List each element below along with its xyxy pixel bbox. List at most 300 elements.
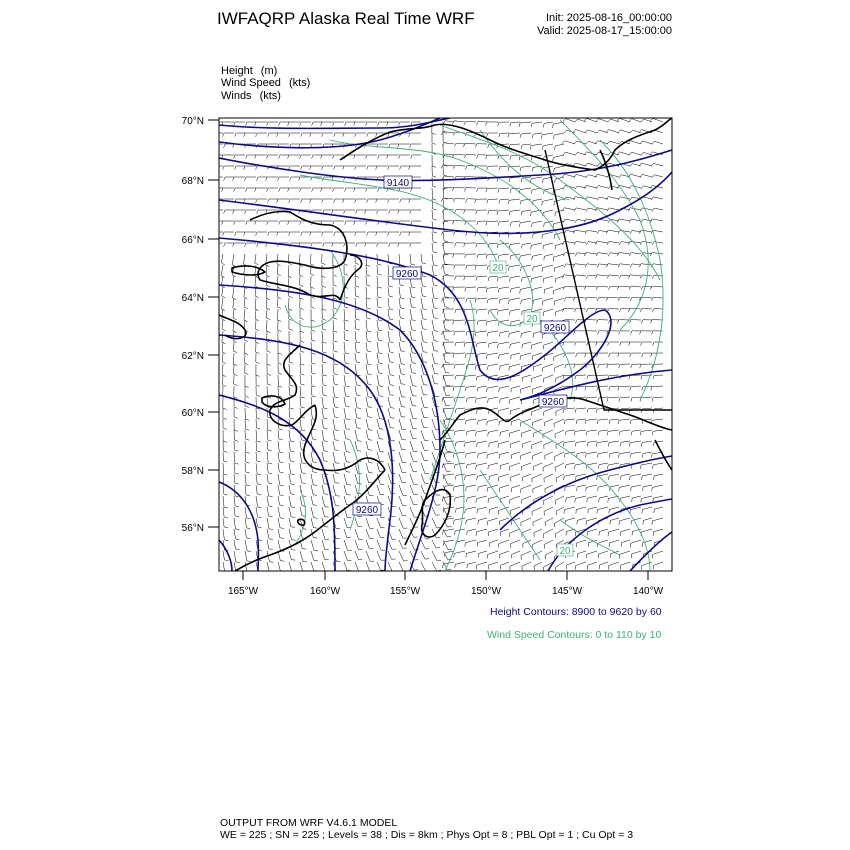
wind-barb bbox=[443, 474, 447, 484]
wind-barb-feather bbox=[629, 286, 631, 290]
wind-barb bbox=[489, 210, 498, 211]
wind-barb-feather bbox=[268, 440, 272, 441]
wind-barb-feather bbox=[212, 243, 213, 247]
wind-barb-feather bbox=[389, 296, 393, 297]
wind-barb-feather bbox=[356, 319, 360, 320]
wind-barb bbox=[432, 188, 433, 199]
wind-barb-feather bbox=[255, 296, 259, 298]
wind-barb bbox=[455, 199, 465, 200]
wind-barb-feather bbox=[279, 462, 283, 463]
wind-barb-feather bbox=[311, 307, 315, 308]
wind-barb bbox=[377, 485, 380, 495]
wind-barb bbox=[421, 441, 424, 450]
wind-barb bbox=[652, 518, 663, 521]
wind-barb bbox=[432, 375, 435, 384]
wind-barb bbox=[234, 551, 236, 562]
wind-barb-feather bbox=[445, 330, 449, 331]
wind-barb bbox=[311, 353, 312, 363]
wind-barb bbox=[410, 254, 411, 264]
wind-barb bbox=[511, 474, 521, 477]
wind-barb bbox=[544, 507, 553, 511]
wind-barb-feather bbox=[499, 333, 500, 337]
wind-barb-feather bbox=[508, 167, 509, 171]
wind-barb bbox=[244, 254, 246, 264]
wind-barb bbox=[289, 529, 292, 540]
wind-barb-feather bbox=[223, 428, 227, 429]
wind-barb bbox=[366, 265, 367, 275]
wind-barb bbox=[410, 408, 413, 419]
wind-barb bbox=[399, 551, 404, 561]
wind-barb-feather bbox=[587, 409, 588, 413]
wind-barb-feather bbox=[621, 476, 622, 480]
wind-barb bbox=[443, 232, 444, 241]
wind-barb bbox=[443, 177, 444, 188]
wind-barb-feather bbox=[322, 199, 323, 203]
wind-barb-feather bbox=[477, 387, 478, 391]
wind-barb bbox=[577, 485, 586, 487]
wind-barb-feather bbox=[246, 495, 250, 496]
wind-barb-feather bbox=[650, 118, 653, 121]
wind-barb bbox=[542, 133, 553, 135]
wind-barb bbox=[222, 287, 223, 296]
wind-barb-feather bbox=[607, 364, 608, 368]
wind-barb-feather bbox=[399, 122, 400, 126]
wind-barb-feather bbox=[607, 398, 608, 402]
wind-barb bbox=[533, 485, 542, 489]
wind-barb-feather bbox=[411, 155, 412, 159]
wind-barb bbox=[289, 485, 291, 494]
lat-label-66: 66°N bbox=[181, 235, 204, 246]
wind-barb-feather bbox=[565, 465, 566, 469]
wind-barb bbox=[489, 342, 498, 343]
wind-barb-feather bbox=[279, 472, 283, 473]
wind-barb-feather bbox=[619, 275, 621, 279]
wind-barb bbox=[510, 430, 521, 433]
wind-barb-feather bbox=[346, 419, 350, 420]
wind-barb bbox=[355, 309, 356, 319]
wind-barb bbox=[520, 287, 531, 289]
wind-barb-feather bbox=[532, 256, 533, 260]
wind-barb-feather bbox=[466, 299, 467, 303]
wind-barb bbox=[333, 430, 335, 440]
wind-barb bbox=[223, 474, 224, 484]
wind-barb-feather bbox=[346, 452, 350, 453]
wind-barb bbox=[597, 174, 608, 177]
wind-label-box bbox=[557, 544, 573, 557]
wind-barb-feather bbox=[466, 465, 467, 469]
wind-barb bbox=[322, 496, 325, 507]
wind-barb-feather bbox=[477, 476, 478, 480]
wind-barb bbox=[366, 408, 368, 417]
wind-barb bbox=[421, 397, 424, 408]
wind-barb bbox=[443, 210, 444, 221]
wind-barb-feather bbox=[244, 199, 245, 203]
wind-barb-feather bbox=[574, 208, 576, 211]
wind-barb bbox=[641, 163, 652, 166]
wind-barb-feather bbox=[411, 297, 415, 298]
wind-barb bbox=[654, 562, 663, 565]
wind-barb-feather bbox=[511, 322, 512, 326]
wind-barb bbox=[256, 320, 257, 329]
wind-barb bbox=[597, 275, 608, 276]
wind-barb bbox=[377, 562, 381, 570]
wind-barb-feather bbox=[323, 352, 327, 353]
wind-barb bbox=[521, 166, 531, 167]
wind-barb bbox=[399, 463, 402, 473]
wind-barb-feather bbox=[445, 307, 449, 308]
wind-barb bbox=[388, 386, 390, 395]
wind-barb-feather bbox=[617, 253, 619, 257]
wind-barb bbox=[300, 397, 301, 407]
wind-barb-feather bbox=[486, 122, 488, 126]
wind-barb bbox=[388, 419, 390, 428]
wind-barb bbox=[609, 309, 619, 310]
wind-barb bbox=[432, 298, 434, 308]
wind-barb-feather bbox=[630, 420, 631, 424]
wind-barb bbox=[631, 452, 641, 454]
wind-barb-feather bbox=[255, 309, 259, 311]
lat-label-56: 56°N bbox=[181, 523, 204, 534]
wind-barb-feather bbox=[584, 253, 586, 257]
wind-barb bbox=[289, 430, 290, 441]
lon-label-140: 140°W bbox=[632, 586, 664, 597]
wind-barb bbox=[421, 463, 425, 473]
wind-barb bbox=[455, 331, 465, 332]
wind-barb bbox=[432, 441, 435, 449]
wind-barb bbox=[278, 562, 280, 571]
wind-barb bbox=[630, 408, 641, 409]
wind-barb bbox=[500, 199, 509, 200]
wind-barb bbox=[432, 419, 436, 429]
wind-barb-feather bbox=[257, 451, 261, 452]
wind-barb bbox=[488, 397, 498, 399]
wind-barb-feather bbox=[619, 309, 621, 313]
wind-barb-feather bbox=[486, 155, 487, 159]
wind-barb bbox=[277, 254, 278, 264]
wind-barb-feather bbox=[289, 296, 293, 298]
wind-barb bbox=[610, 518, 619, 520]
wind-barb bbox=[344, 452, 346, 462]
wind-barb-feather bbox=[521, 145, 522, 149]
wind-barb-feather bbox=[268, 133, 269, 137]
wind-barb-feather bbox=[575, 409, 576, 413]
wind-barb bbox=[221, 265, 223, 276]
wind-barb-feather bbox=[402, 397, 406, 398]
wind-barb bbox=[456, 375, 465, 376]
wind-barb bbox=[399, 397, 402, 407]
wind-barb bbox=[608, 463, 619, 465]
wind-barb-feather bbox=[465, 254, 466, 258]
wind-barb-feather bbox=[267, 364, 271, 365]
wind-barb-feather bbox=[236, 539, 240, 540]
wind-barb-feather bbox=[465, 288, 466, 292]
wind-barb-feather bbox=[475, 266, 476, 270]
wind-barb-feather bbox=[521, 267, 522, 271]
wind-barb-feather bbox=[643, 487, 644, 491]
wind-barb bbox=[366, 562, 370, 571]
wind-barb bbox=[510, 463, 520, 467]
wind-barb bbox=[344, 485, 347, 495]
wind-barb bbox=[377, 298, 378, 307]
wind-barb-feather bbox=[652, 487, 653, 491]
wind-barb-feather bbox=[466, 431, 467, 435]
wind-barb bbox=[478, 452, 487, 454]
wind-barb-feather bbox=[355, 133, 356, 137]
wind-barb bbox=[344, 518, 347, 528]
wind-barb bbox=[654, 141, 663, 144]
wind-barb bbox=[377, 408, 380, 419]
wind-barb bbox=[221, 254, 223, 263]
wind-barb-feather bbox=[268, 199, 269, 203]
wind-barb-feather bbox=[629, 376, 630, 380]
wind-barb bbox=[311, 408, 312, 419]
wind-barb bbox=[565, 518, 575, 521]
wind-barb-feather bbox=[256, 232, 257, 236]
wind-barb bbox=[522, 309, 531, 311]
wind-barb-feather bbox=[279, 439, 283, 440]
wind-barb-feather bbox=[509, 178, 510, 182]
wind-barb bbox=[366, 342, 367, 351]
coastline-kenai bbox=[405, 440, 445, 545]
wind-barb-feather bbox=[347, 485, 351, 486]
wind-barb bbox=[388, 485, 391, 494]
wind-barb-feather bbox=[367, 275, 371, 276]
wind-barb-feather bbox=[322, 232, 323, 236]
wind-barb-feather bbox=[522, 311, 523, 315]
wind-barb-feather bbox=[335, 397, 339, 398]
wind-barb-feather bbox=[255, 188, 256, 192]
wind-barb bbox=[577, 540, 587, 543]
wind-barb bbox=[534, 463, 542, 466]
wind-barb bbox=[267, 518, 269, 529]
wind-barb bbox=[499, 287, 509, 289]
wind-barb-feather bbox=[390, 395, 394, 396]
wind-barb-feather bbox=[499, 167, 500, 171]
wind-barb bbox=[509, 265, 520, 267]
wind-barb-feather bbox=[333, 221, 334, 225]
wind-barb-feather bbox=[509, 211, 510, 215]
wind-barb bbox=[465, 375, 476, 376]
wind-barb-feather bbox=[301, 133, 302, 137]
wind-barb bbox=[344, 529, 347, 538]
wind-barb-feather bbox=[555, 179, 556, 183]
wind-barb-feather bbox=[520, 201, 521, 205]
wind-barb bbox=[533, 386, 543, 389]
wind-barb bbox=[609, 562, 619, 566]
wind-barb-feather bbox=[608, 499, 609, 503]
height-contour bbox=[219, 482, 258, 571]
wind-barb-feather bbox=[335, 417, 339, 418]
wind-barb-feather bbox=[312, 122, 313, 126]
wind-barb bbox=[478, 386, 487, 387]
wind-barb-feather bbox=[322, 329, 326, 330]
wind-barb bbox=[311, 397, 312, 406]
wind-barb bbox=[598, 419, 608, 420]
wind-barb-feather bbox=[244, 320, 248, 322]
wind-barb-feather bbox=[444, 320, 445, 324]
wind-barb-feather bbox=[497, 278, 498, 282]
wind-barb bbox=[653, 529, 663, 532]
wind-barb-feather bbox=[521, 245, 522, 249]
wind-barb-feather bbox=[267, 188, 268, 192]
wind-barb-feather bbox=[368, 384, 372, 385]
wind-barb bbox=[653, 297, 663, 298]
wind-barb bbox=[466, 518, 476, 520]
wind-barb-feather bbox=[367, 133, 368, 137]
wind-barb-feather bbox=[640, 141, 643, 144]
wind-barb bbox=[476, 265, 487, 266]
wind-barb-feather bbox=[432, 133, 436, 135]
wind-barb-feather bbox=[244, 340, 248, 342]
wind-barb-feather bbox=[255, 221, 256, 225]
wind-barb-feather bbox=[454, 210, 456, 214]
wind-barb-feather bbox=[333, 122, 334, 126]
wind-barb-feather bbox=[652, 242, 654, 246]
wind-barb bbox=[388, 364, 390, 375]
wind-barb-feather bbox=[268, 430, 272, 431]
wind-barb bbox=[533, 518, 542, 522]
height-label-9260-b: 9260 bbox=[543, 323, 567, 334]
wind-barb bbox=[520, 254, 531, 256]
wind-barb bbox=[588, 562, 597, 565]
wind-barb bbox=[399, 254, 400, 265]
wind-barb bbox=[432, 342, 434, 351]
wind-barb bbox=[533, 419, 542, 423]
wind-barb bbox=[522, 243, 531, 245]
wind-barb-feather bbox=[256, 362, 260, 364]
wind-barb bbox=[498, 408, 509, 411]
wind-barb-feather bbox=[585, 353, 586, 357]
wind-barb-feather bbox=[345, 373, 349, 374]
wind-barb-feather bbox=[618, 264, 620, 268]
wind-barb-feather bbox=[301, 364, 305, 365]
wind-barb bbox=[344, 309, 345, 320]
wind-barb-feather bbox=[389, 286, 393, 287]
wind-barb-feather bbox=[641, 119, 644, 122]
wind-barb bbox=[554, 287, 564, 291]
wind-barb-feather bbox=[257, 474, 261, 475]
wind-barb bbox=[355, 408, 357, 418]
wind-barb-feather bbox=[410, 243, 411, 247]
wind-barb bbox=[377, 430, 379, 439]
wind-barb-feather bbox=[433, 242, 437, 243]
wind-barb bbox=[322, 529, 325, 540]
wind-barb bbox=[588, 275, 597, 276]
wind-barb bbox=[466, 551, 476, 554]
wind-barb-feather bbox=[453, 321, 454, 325]
wind-barb-feather bbox=[334, 374, 338, 375]
wind-barb-feather bbox=[486, 288, 487, 292]
wind-barb-feather bbox=[302, 463, 306, 464]
wind-barb-feather bbox=[433, 232, 437, 233]
init-time: Init: 2025-08-16_00:00:00 bbox=[546, 12, 672, 24]
wind-barb-feather bbox=[441, 198, 443, 202]
wind-barb-feather bbox=[629, 119, 632, 122]
wind-barb-feather bbox=[455, 343, 456, 347]
wind-barb-feather bbox=[465, 421, 466, 425]
wind-barb-feather bbox=[280, 485, 284, 486]
wind-barb-feather bbox=[290, 418, 294, 419]
wind-barb-feather bbox=[267, 384, 271, 385]
wind-barb bbox=[543, 144, 553, 146]
wind-barb bbox=[532, 342, 543, 345]
wind-barb-feather bbox=[378, 320, 382, 321]
wind-barb-feather bbox=[510, 222, 511, 226]
wind-barb bbox=[478, 353, 487, 354]
wind-barb-feather bbox=[553, 124, 554, 128]
wind-barb bbox=[653, 463, 663, 465]
wind-barb-feather bbox=[334, 341, 338, 342]
wind-barb-feather bbox=[608, 465, 609, 469]
wind-barb bbox=[620, 551, 630, 554]
wind-barb-feather bbox=[575, 443, 576, 447]
wind-barb-feather bbox=[300, 188, 301, 192]
wind-barb-feather bbox=[290, 461, 294, 462]
wind-barb bbox=[300, 463, 302, 473]
wind-barb-feather bbox=[223, 166, 224, 170]
wind-barb bbox=[499, 320, 509, 322]
wind-barb-feather bbox=[390, 362, 394, 363]
wind-barb-feather bbox=[574, 364, 575, 368]
wind-barb-feather bbox=[641, 465, 642, 469]
wind-barb bbox=[232, 254, 234, 265]
wind-barb bbox=[443, 397, 446, 406]
wind-barb bbox=[630, 208, 641, 210]
wind-barb bbox=[643, 518, 652, 520]
wind-barb-feather bbox=[487, 266, 488, 270]
wind-barb-feather bbox=[222, 188, 223, 192]
wind-barb-feather bbox=[630, 297, 632, 301]
wind-barb bbox=[476, 331, 487, 332]
wind-barb-feather bbox=[641, 286, 643, 290]
wind-barb bbox=[443, 198, 454, 199]
wind-barb-feather bbox=[500, 399, 501, 403]
wind-barb-feather bbox=[477, 421, 478, 425]
wind-barb bbox=[619, 286, 630, 287]
wind-barb bbox=[421, 452, 424, 461]
wind-barb bbox=[488, 199, 498, 200]
wind-barb-feather bbox=[442, 298, 444, 302]
wind-barb bbox=[610, 485, 619, 487]
wind-barb bbox=[511, 386, 520, 388]
wind-barb bbox=[564, 174, 575, 177]
wind-barb bbox=[588, 309, 597, 310]
wind-barb-feather bbox=[476, 122, 478, 126]
wind-barb-feather bbox=[411, 264, 415, 265]
wind-barb-feather bbox=[631, 331, 633, 335]
wind-barb bbox=[652, 485, 663, 487]
wind-barb-feather bbox=[562, 308, 564, 312]
wind-barb-feather bbox=[345, 122, 346, 126]
wind-barb bbox=[465, 540, 476, 543]
wind-barb-feather bbox=[346, 406, 350, 407]
wind-barb-feather bbox=[291, 507, 295, 508]
wind-barb bbox=[410, 430, 413, 439]
wind-barb bbox=[377, 331, 378, 340]
wind-barb bbox=[642, 507, 652, 510]
wind-barb bbox=[222, 364, 223, 375]
wind-barb bbox=[653, 496, 663, 498]
wind-barb-feather bbox=[454, 398, 455, 402]
wind-barb-feather bbox=[245, 419, 249, 420]
wind-barb bbox=[619, 219, 630, 221]
lat-ticks bbox=[208, 120, 219, 527]
wind-barb-feather bbox=[498, 322, 499, 326]
wind-barb-feather bbox=[300, 308, 304, 310]
wind-barb-feather bbox=[467, 531, 468, 535]
wind-barb-feather bbox=[486, 355, 487, 359]
wind-barb bbox=[654, 408, 663, 409]
